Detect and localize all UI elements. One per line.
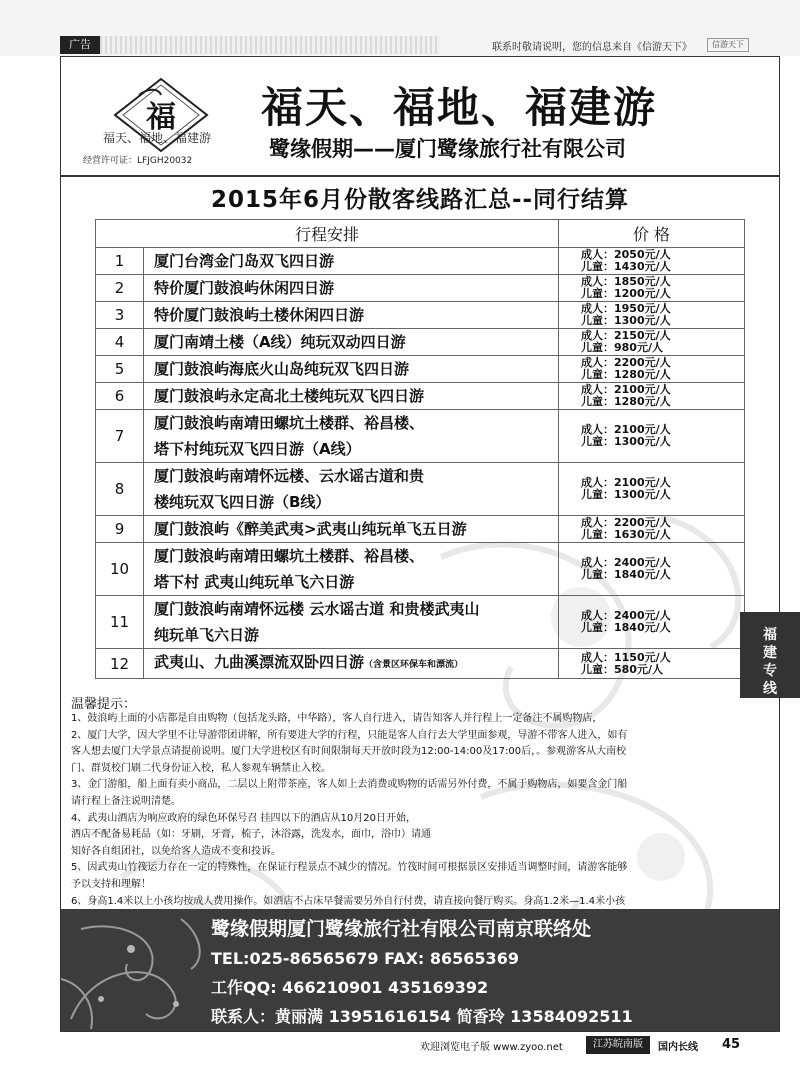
row-number: 7 [96, 410, 144, 463]
adult-price: 成人：1150元/人 [581, 650, 671, 664]
contact-panel [61, 909, 779, 1032]
website-note: 欢迎浏览电子版 www.zyoo.net [420, 1042, 563, 1053]
tip-line: 予以支持和理解！ [71, 878, 151, 890]
adult-price: 成人：2100元/人 [581, 383, 671, 396]
child-price: 儿童：1300元/人 [581, 314, 671, 327]
tip-line: 5、因武夷山竹筏运力存在一定的特殊性，在保证行程景点不减少的情况。竹筏时间可根据景区安排适当调整时间，请游客能够 [71, 862, 628, 874]
brand-title: 福天、福地、福建游 [261, 83, 658, 132]
section-label: 国内长线 [658, 1042, 698, 1053]
adult-price: 成人：2200元/人 [581, 356, 671, 369]
adult-price: 成人：1950元/人 [581, 302, 671, 315]
contact-persons: 联系人：黄丽满 13951616154 简香玲 13584092511 [211, 1007, 633, 1026]
route-line: 塔下村纯玩双飞四日游（A线） [154, 440, 361, 458]
route-name [144, 596, 559, 649]
tip-line: 1、鼓浪屿上面的小店都是自由购物（包括龙头路，中华路），客人自行进入，请告知客人并行程上一定备注不属购物店， [71, 713, 603, 724]
adult-price: 成人：2100元/人 [581, 423, 671, 436]
route-line: 厦门鼓浪屿南靖怀远楼 云水谣古道 和贵楼武夷山 [154, 600, 480, 618]
route-name [144, 356, 559, 383]
child-price: 儿童：980元/人 [581, 341, 663, 354]
route-price-table [95, 219, 745, 679]
source-note: 联系时敬请说明，您的信息来自《信游天下》 [492, 42, 692, 53]
route-line: 厦门台湾金门岛双飞四日游 [154, 252, 335, 270]
adult-price: 成人：2150元/人 [581, 329, 671, 342]
header-divider [61, 175, 779, 177]
table-row [96, 516, 745, 543]
price-cell [559, 383, 745, 410]
table-row [96, 356, 745, 383]
tip-line: 知好各自组团社，以免给客人造成不变和投诉。 [71, 845, 281, 857]
route-name [144, 410, 559, 463]
top-stripe-decoration [100, 36, 440, 54]
table-row [96, 329, 745, 356]
column-header-route: 行程安排 [96, 220, 559, 248]
page-number: 45 [722, 1037, 741, 1052]
row-number: 5 [96, 356, 144, 383]
price-cell [559, 516, 745, 543]
route-line: 厦门鼓浪屿南靖田螺坑土楼群、裕昌楼、 [154, 547, 425, 565]
edition-label: 江苏皖南版 [586, 1036, 650, 1054]
route-line: 厦门鼓浪屿海底火山岛纯玩双飞四日游 [154, 360, 410, 378]
child-price: 儿童：1280元/人 [581, 395, 671, 408]
price-cell [559, 275, 745, 302]
adult-price: 成人：2200元/人 [581, 516, 671, 529]
price-cell [559, 463, 745, 516]
summary-title: 2015年6月份散客线路汇总--同行结算 [210, 187, 630, 213]
row-number: 9 [96, 516, 144, 543]
route-name [144, 248, 559, 275]
route-note: （含景区环保车和漂流） [364, 660, 464, 670]
tip-line: 酒店不配备易耗品（如：牙刷，牙膏，梳子，沐浴露，洗发水，面巾，浴巾）请通 [71, 829, 431, 841]
route-line: 厦门南靖土楼（A线）纯玩双动四日游 [154, 333, 406, 351]
tel-fax: TEL:025-86565679 FAX: 86565369 [211, 949, 519, 968]
child-price: 儿童：1840元/人 [581, 621, 671, 634]
route-line: 武夷山、九曲溪漂流双卧四日游 [154, 653, 365, 671]
tip-line: 3、金门游船，船上面有卖小商品，二层以上附带茶座，客人如上去消费或购物的话需另外付费，不属于购物店，如要含金门船 [71, 779, 628, 791]
route-line: 厦门鼓浪屿《醉美武夷>武夷山纯玩单飞五日游 [154, 520, 467, 538]
table-row [96, 248, 745, 275]
logo-caption: 福天、福地、福建游 [102, 131, 211, 145]
logo-char: 福 [146, 100, 176, 135]
tip-line: 客人想去厦门大学景点请提前说明。厦门大学进校区有时间限制每天开放时段为12:00-14:00及17:00后，。参观游客从大南校 [71, 746, 627, 758]
route-line: 特价厦门鼓浪屿土楼休闲四日游 [154, 306, 365, 324]
table-row [96, 463, 745, 516]
child-price: 儿童：1200元/人 [581, 287, 671, 300]
row-number: 4 [96, 329, 144, 356]
route-line: 特价厦门鼓浪屿休闲四日游 [154, 279, 335, 297]
row-number: 11 [96, 596, 144, 649]
price-cell [559, 543, 745, 596]
route-name [144, 649, 559, 679]
row-number: 3 [96, 302, 144, 329]
price-cell [559, 329, 745, 356]
child-price: 儿童：1630元/人 [581, 528, 671, 541]
route-name [144, 275, 559, 302]
price-cell [559, 410, 745, 463]
route-line: 厦门鼓浪屿南靖田螺坑土楼群、裕昌楼、 [154, 414, 425, 432]
route-line: 厦门鼓浪屿永定高北土楼纯玩双飞四日游 [154, 387, 425, 405]
floral-swirl-decoration [61, 909, 211, 1032]
table-row [96, 275, 745, 302]
route-name [144, 516, 559, 543]
adult-price: 成人：2050元/人 [581, 248, 671, 261]
table-row [96, 383, 745, 410]
row-number: 12 [96, 649, 144, 679]
tip-line: 请行程上备注说明清楚。 [71, 795, 181, 807]
side-tab-label: 福建专线 [763, 627, 777, 697]
route-line: 塔下村 武夷山纯玩单飞六日游 [154, 573, 355, 591]
license-number: 经营许可证：LFJGH20032 [83, 156, 193, 166]
row-number: 10 [96, 543, 144, 596]
route-name [144, 329, 559, 356]
child-price: 儿童：1430元/人 [581, 260, 671, 273]
footer-bar [412, 1036, 722, 1054]
price-cell [559, 596, 745, 649]
top-bar [0, 0, 800, 56]
table-row [96, 649, 745, 679]
table-row [96, 543, 745, 596]
table-row [96, 302, 745, 329]
adult-price: 成人：1850元/人 [581, 275, 671, 288]
row-number: 6 [96, 383, 144, 410]
table-row [96, 410, 745, 463]
price-cell [559, 649, 745, 679]
table-header-row [96, 220, 745, 248]
page-footer [0, 1032, 800, 1085]
child-price: 儿童：1300元/人 [581, 435, 671, 448]
section-side-tab [740, 612, 800, 698]
row-number: 2 [96, 275, 144, 302]
column-header-price: 价 格 [559, 220, 745, 248]
child-price: 儿童：1300元/人 [581, 488, 671, 501]
tips-title: 温馨提示： [71, 697, 137, 712]
table-row [96, 596, 745, 649]
route-name [144, 383, 559, 410]
adult-price: 成人：2400元/人 [581, 609, 671, 622]
advertisement-frame [60, 56, 780, 1032]
child-price: 儿童：1840元/人 [581, 568, 671, 581]
office-name: 鹭缘假期厦门鹭缘旅行社有限公司南京联络处 [211, 918, 592, 940]
tip-line: 6、身高1.4米以上小孩均按成人费用操作。如酒店不占床早餐需要另外自行付费，请直接向餐厅购买。身高1.2米—1.4米小孩 [71, 895, 626, 907]
child-price: 儿童：580元/人 [581, 662, 663, 676]
work-qq: 工作QQ: 466210901 435169392 [211, 978, 489, 997]
publication-logo: 信游天下 [707, 38, 749, 52]
price-cell [559, 302, 745, 329]
route-name [144, 543, 559, 596]
route-name [144, 302, 559, 329]
row-number: 1 [96, 248, 144, 275]
price-cell [559, 248, 745, 275]
route-line: 纯玩单飞六日游 [154, 626, 260, 644]
adult-price: 成人：2100元/人 [581, 476, 671, 489]
ad-label: 广告 [60, 36, 100, 54]
row-number: 8 [96, 463, 144, 516]
tip-line: 门、群贤校门刷二代身份证入校，私人参观车辆禁止入校。 [71, 762, 331, 774]
tip-line: 2、厦门大学，因大学里不让导游带团讲解，所有要进大学的行程，只能是客人自行去大学里面参观，导游不带客人进入，如有 [71, 729, 628, 741]
route-name [144, 463, 559, 516]
company-name: 鹭缘假期——厦门鹭缘旅行社有限公司 [269, 137, 626, 161]
child-price: 儿童：1280元/人 [581, 368, 671, 381]
price-cell [559, 356, 745, 383]
route-line: 厦门鼓浪屿南靖怀远楼、云水谣古道和贵 [154, 467, 425, 485]
adult-price: 成人：2400元/人 [581, 556, 671, 569]
tip-line: 4、武夷山酒店为响应政府的绿色环保号召 挂四以下的酒店从10月20日开始， [71, 812, 416, 824]
route-line: 楼纯玩双飞四日游（B线） [154, 493, 331, 511]
contact-lines [211, 915, 633, 1031]
